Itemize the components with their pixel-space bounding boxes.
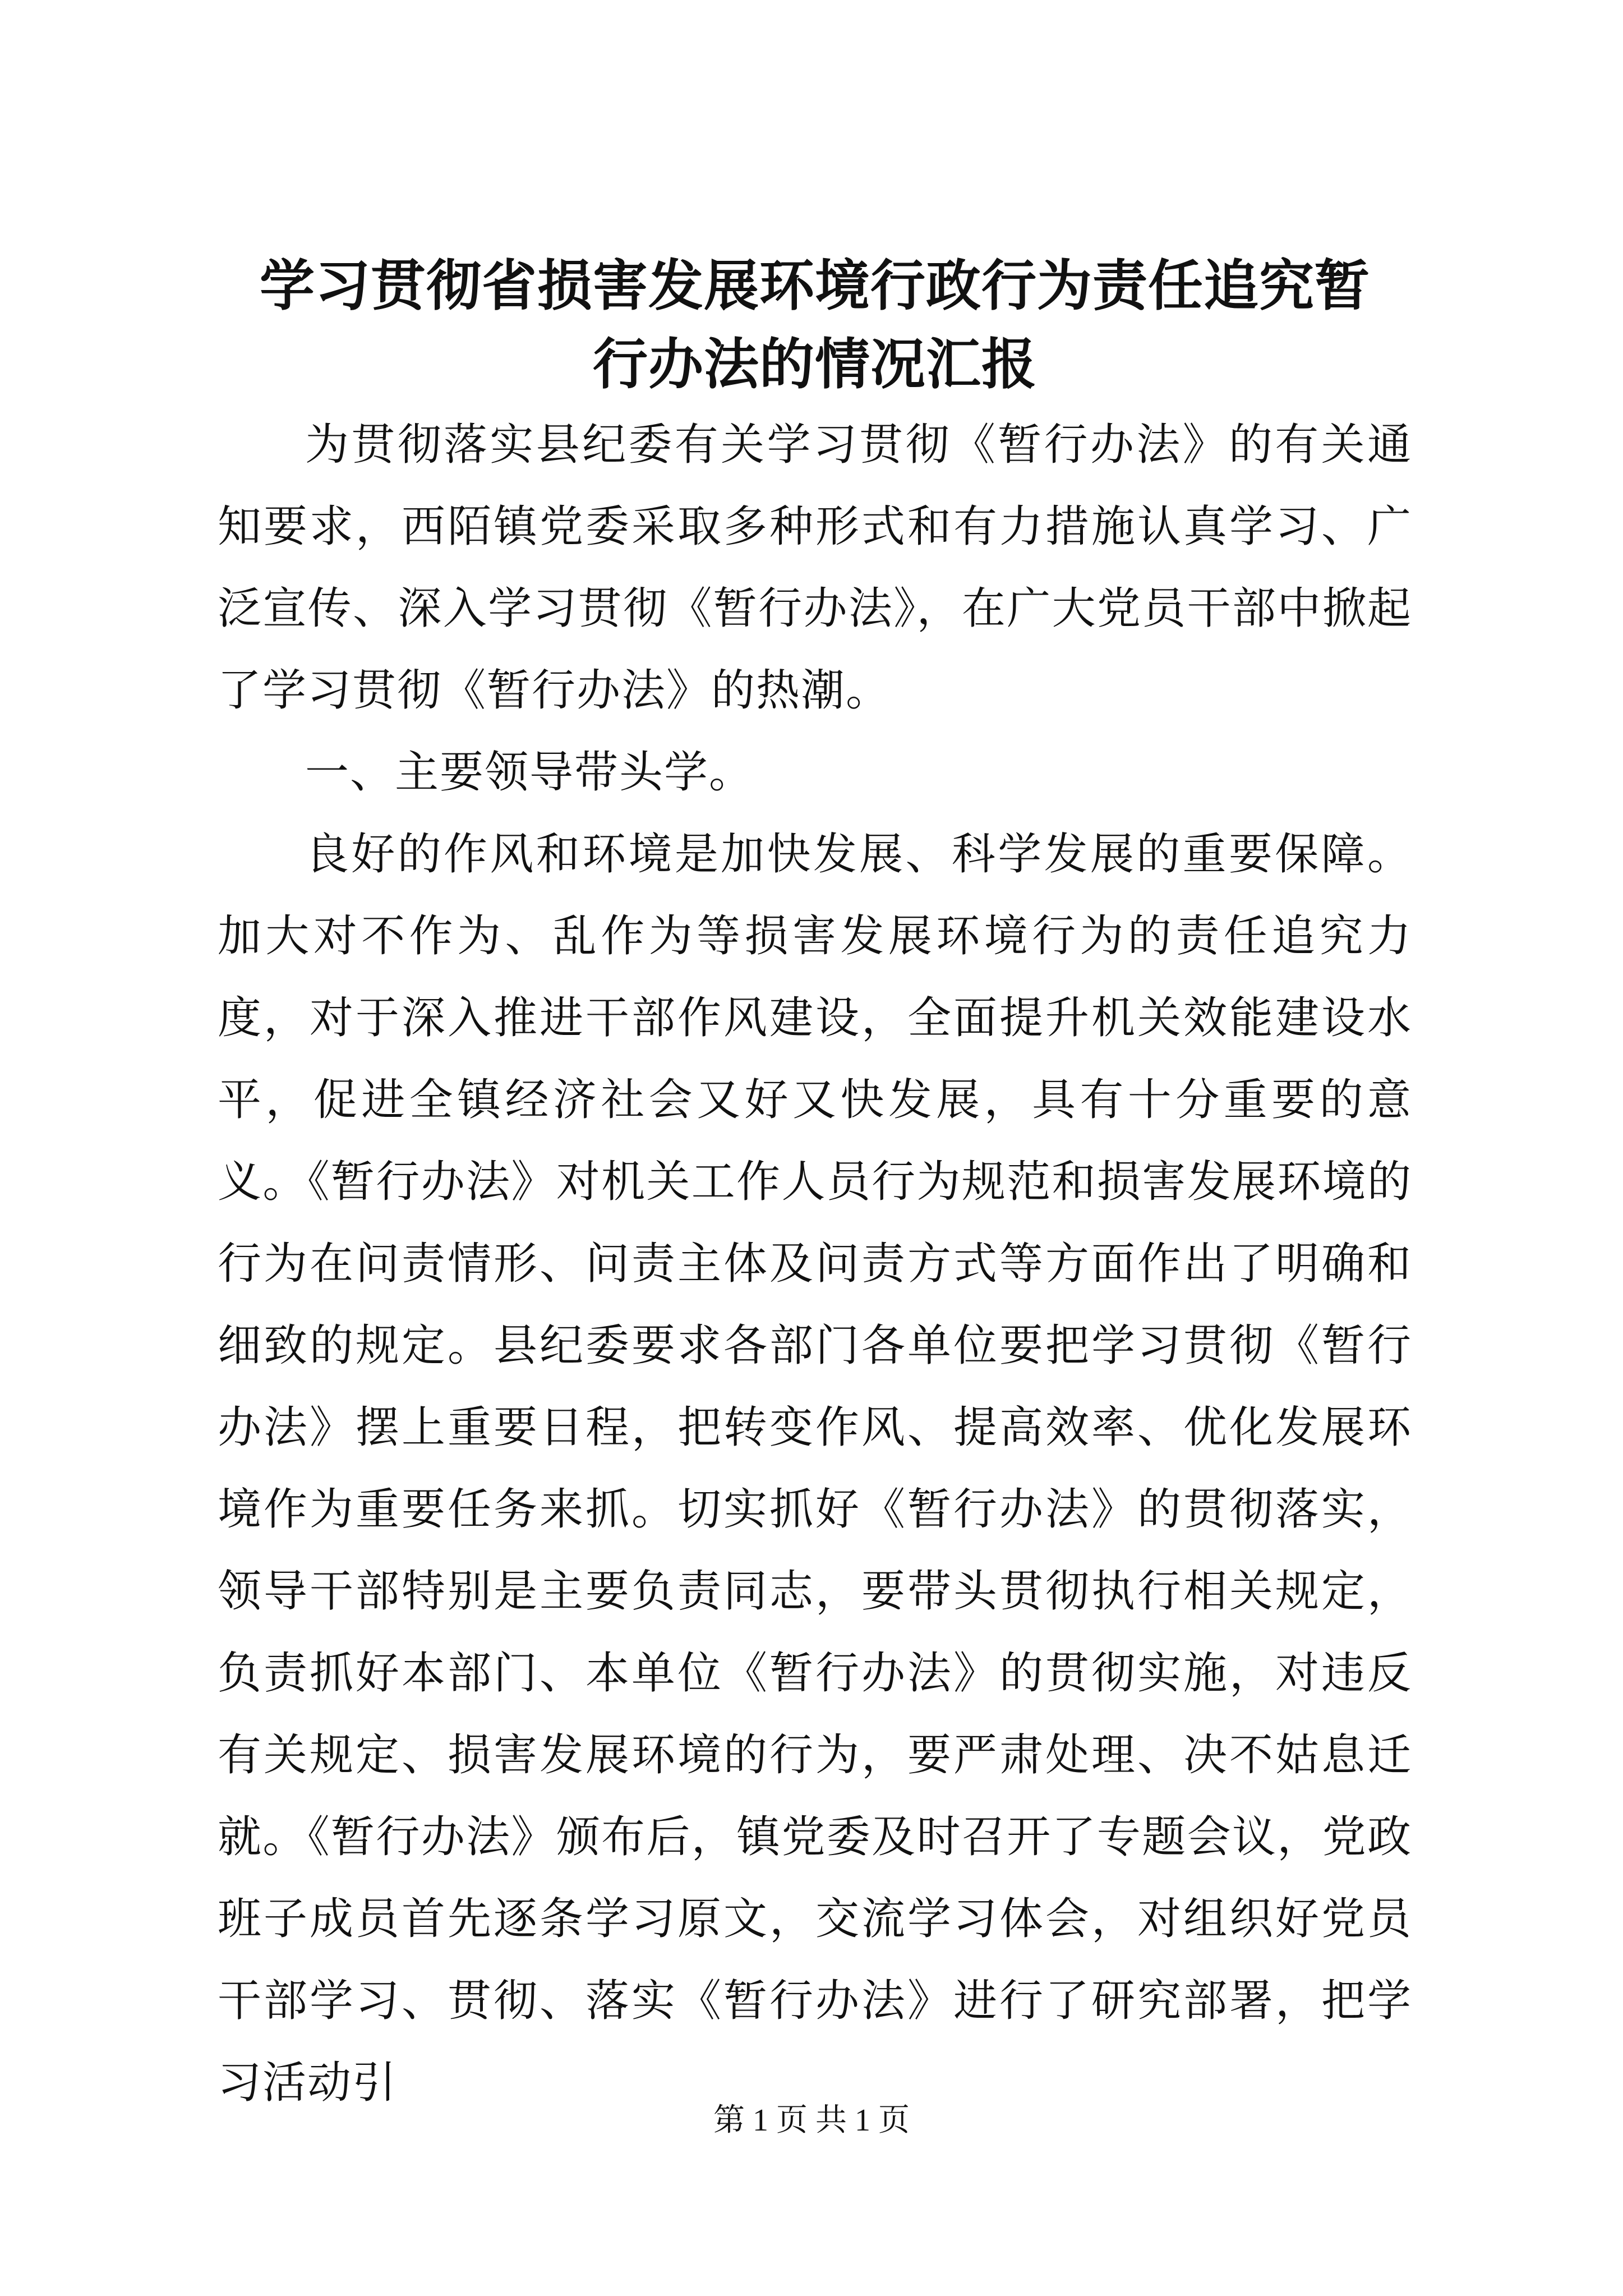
intro-paragraph: 为贯彻落实县纪委有关学习贯彻《暂行办法》的有关通知要求，西陌镇党委采取多种形式和有力措施认真学习、广泛宣传、深入学习贯彻《暂行办法》，在广大党员干部中掀起了学习贯彻《暂行办法》的热潮。 [218, 420, 1412, 716]
title-line-2: 行办法的情况汇报 [592, 332, 1037, 397]
body-paragraph: 良好的作风和环境是加快发展、科学发展的重要保障。加大对不作为、乱作为等损害发展环境行为的责任追究力度，对于深入推进干部作风建设，全面提升机关效能建设水平，促进全镇经济社会又好又快发展，具有十分重要的意义。《暂行办法》对机关工作人员行为规范和损害发展环境的行为在问责情形、问责主体及问责方式等方面作出了明确和细致的规定。县纪委要求各部门各单位要把学习贯彻《暂行办法》摆上重要日程，把转变作风、提高效率、优化发展环境作为重要任务来抓。切实抓好《暂行办法》的贯彻落实，领导干部特别是主要负责同志，要带头贯彻执行相关规定，负责抓好本部门、本单位《暂行办法》的贯彻实施，对违反有关规定、损害发展环境的行为，要严肃处理、决不姑息迁就。《暂行办法》颁布后，镇党委及时召开了专题会议，党政班子成员首先逐条学习原文，交流学习体会，对组织好党员干部学习、贯彻、落实《暂行办法》进行了研究部署，把学习活动引 [218, 829, 1412, 2108]
section-heading: 一、主要领导带头学。 [305, 747, 754, 798]
title-line-1: 学习贯彻省损害发展环境行政行为责任追究暂 [259, 254, 1370, 318]
document-body [218, 247, 1412, 2124]
page-footer: 第 1 页 共 1 页 [713, 2103, 910, 2138]
document-title [218, 247, 1412, 404]
